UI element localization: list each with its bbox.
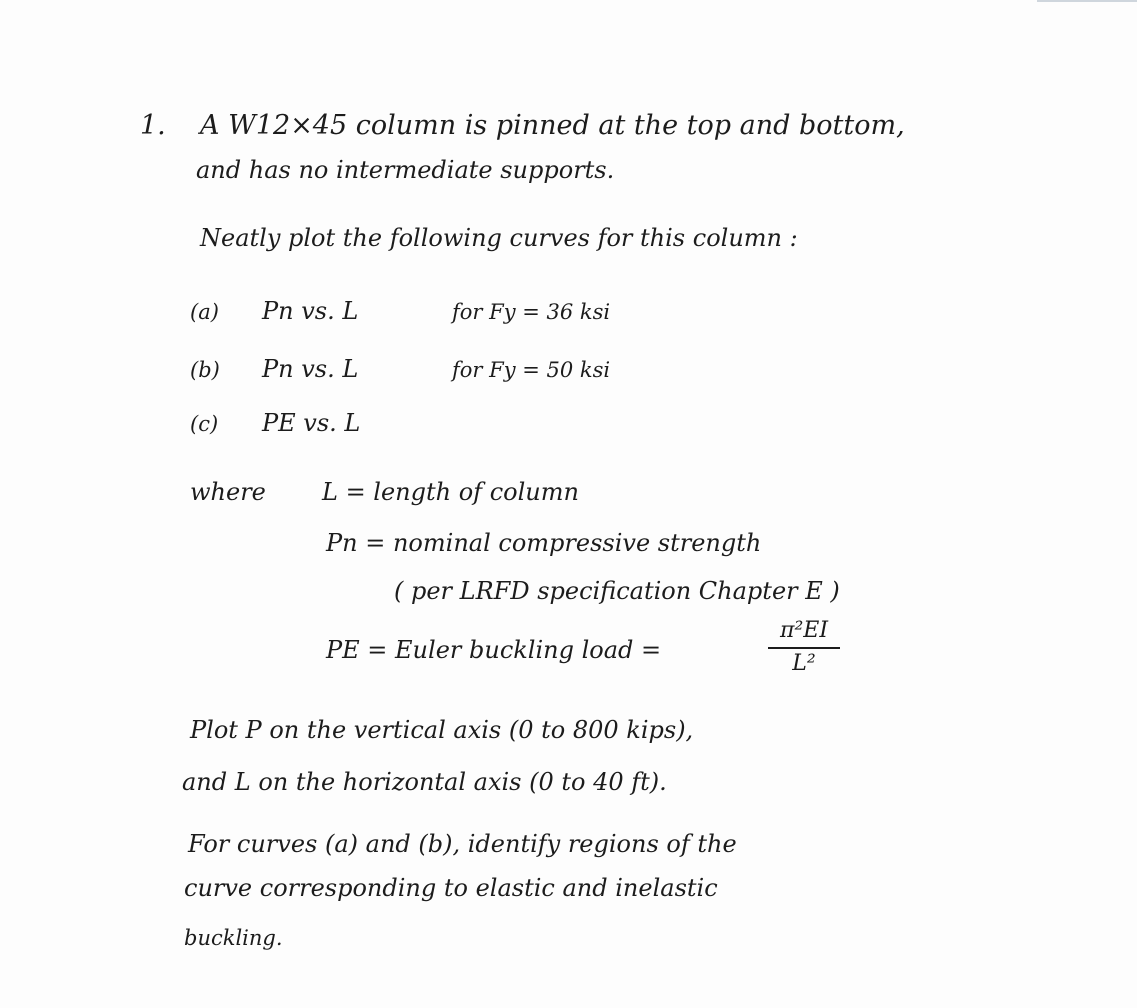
plot-axes-line-2: and L on the horizontal axis (0 to 40 ft). — [182, 768, 667, 796]
plot-axes-line-1: Plot P on the vertical axis (0 to 800 kips), — [190, 716, 694, 744]
curve-c-expr: PE vs. L — [262, 409, 361, 437]
problem-number: 1. — [140, 110, 166, 141]
def-euler-load: PE = Euler buckling load = — [326, 636, 662, 664]
curve-a-cond: for Fy = 36 ksi — [452, 300, 611, 324]
curve-b-cond: for Fy = 50 ksi — [452, 358, 611, 382]
curve-b-expr: Pn vs. L — [262, 355, 359, 383]
curve-c-label: (c) — [190, 412, 219, 436]
formula-denominator: L² — [792, 651, 816, 676]
curve-b-label: (b) — [190, 358, 220, 382]
fraction-bar — [768, 647, 840, 649]
where-label: where — [190, 478, 266, 506]
regions-line-1: For curves (a) and (b), identify regions of the — [188, 830, 737, 858]
problem-line-2: and has no intermediate supports. — [196, 156, 615, 184]
top-edge-bar — [1037, 0, 1137, 2]
regions-line-2: curve corresponding to elastic and inelastic — [184, 874, 718, 902]
regions-line-3: buckling. — [184, 926, 283, 950]
def-length: L = length of column — [322, 478, 579, 506]
def-spec-reference: ( per LRFD specification Chapter E ) — [394, 577, 840, 605]
curve-a-expr: Pn vs. L — [262, 297, 359, 325]
formula-numerator: π²EI — [779, 618, 829, 643]
euler-formula — [768, 620, 840, 675]
curve-a-label: (a) — [190, 300, 219, 324]
def-nominal-strength: Pn = nominal compressive strength — [326, 529, 762, 557]
problem-line-1: A W12×45 column is pinned at the top and bottom, — [200, 110, 905, 141]
instruction-line: Neatly plot the following curves for this column : — [200, 224, 798, 252]
